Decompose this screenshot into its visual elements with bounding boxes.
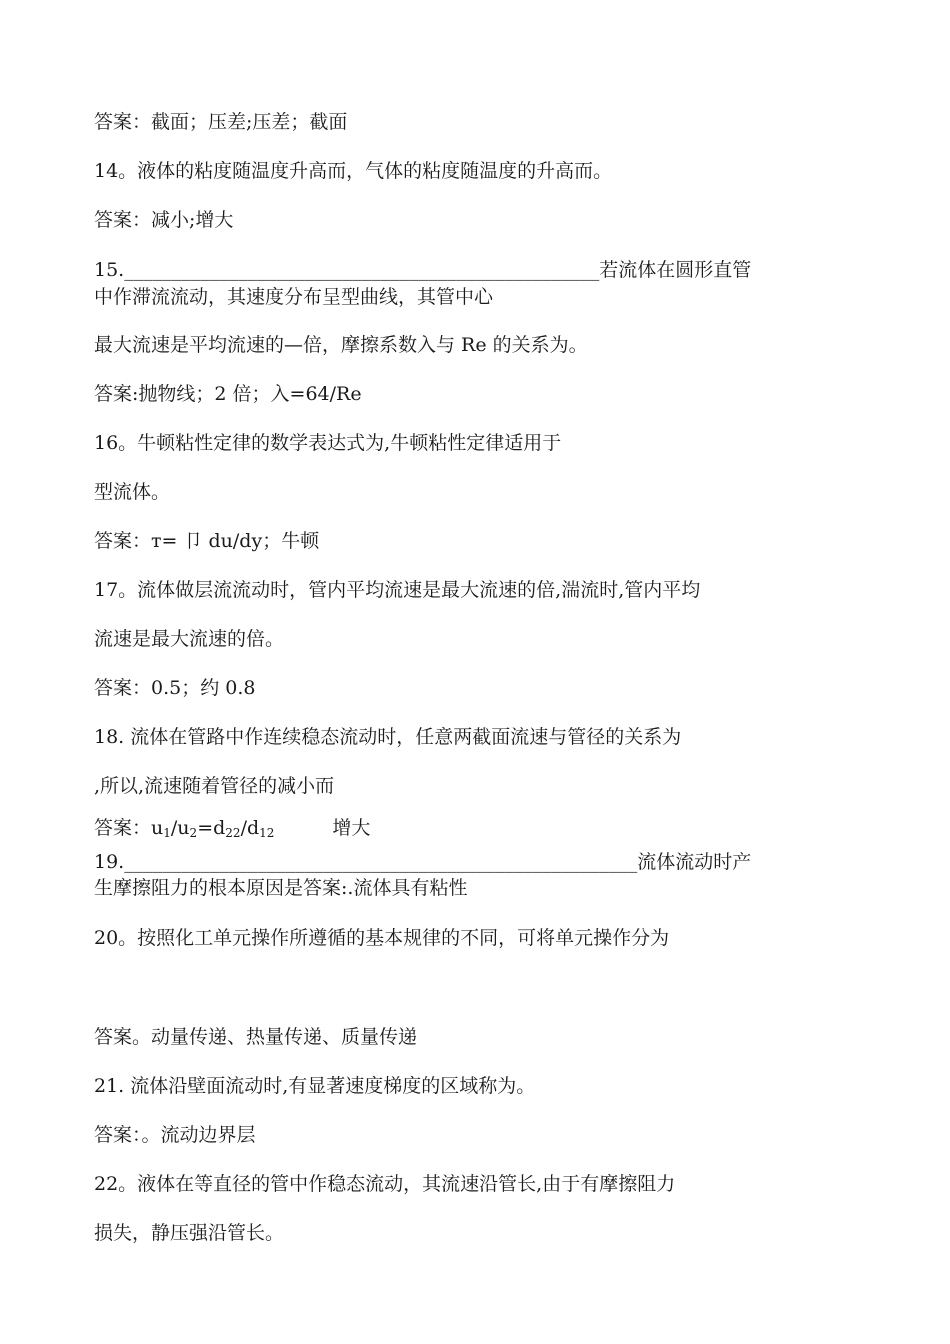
answer-line-13: 答案：截面；压差;压差；截面 <box>94 111 348 133</box>
formula-d1: /d <box>240 817 260 839</box>
question-20: 20。按照化工单元操作所遵循的基本规律的不同，可将单元操作分为 <box>94 927 670 949</box>
answer-line-21: 答案：。流动边界层 <box>94 1124 256 1146</box>
answer-line-16: 答案：т= 卩 du/dy；牛顿 <box>94 530 320 552</box>
formula-u1-sub: 1 <box>163 826 171 840</box>
question-22-line-2: 损失，静压强沿管长。 <box>94 1222 285 1244</box>
question-17-line-1: 17。流体做层流流动时，管内平均流速是最大流速的倍,湍流时,管内平均 <box>94 579 701 601</box>
formula-u1: u <box>151 817 164 839</box>
answer-increase: 增大 <box>332 817 371 839</box>
question-15-line-3: 最大流速是平均流速的—倍，摩擦系数入与 Re 的关系为。 <box>94 334 588 356</box>
answer-line-17: 答案：0.5；约 0.8 <box>94 677 256 699</box>
formula-u2-sub: 2 <box>189 826 198 840</box>
question-18-line-1: 18. 流体在管路中作连续稳态流动时，任意两截面流速与管径的关系为 <box>94 726 682 748</box>
question-15-line-2: 中作滞流流动，其速度分布呈型曲线，其管中心 <box>94 286 494 308</box>
formula-u2: /u <box>170 817 190 839</box>
question-18-line-2: ,所以,流速随着管径的减小而 <box>94 775 335 797</box>
question-21: 21. 流体沿壁面流动时,有显著速度梯度的区域称为。 <box>94 1075 536 1097</box>
answer-line-14: 答案：减小;增大 <box>94 209 234 231</box>
answer-line-20: 答案。动量传递、热量传递、质量传递 <box>94 1026 418 1048</box>
question-14: 14。液体的粘度随温度升高而，气体的粘度随温度的升高而。 <box>94 160 613 182</box>
question-16-line-1: 16。牛顿粘性定律的数学表达式为,牛顿粘性定律适用于 <box>94 432 562 454</box>
question-15-line-1: 15.__________________________________________________若流体在圆形直管 <box>94 259 752 281</box>
answer-line-18 <box>94 816 370 845</box>
answer-line-15: 答案:抛物线；2 倍；入=64/Re <box>94 383 362 405</box>
question-19-line-1: 19.______________________________________________________流体流动时产 <box>94 851 752 873</box>
question-17-line-2: 流速是最大流速的倍。 <box>94 628 285 650</box>
question-22-line-1: 22。液体在等直径的管中作稳态流动，其流速沿管长,由于有摩擦阻力 <box>94 1173 676 1195</box>
formula-d2: =d <box>197 817 226 839</box>
answer-label: 答案： <box>94 817 152 839</box>
question-19-line-2: 生摩擦阻力的根本原因是答案:.流体具有粘性 <box>94 877 468 899</box>
formula-d1-sub: 12 <box>259 826 275 840</box>
formula-d2-sub: 22 <box>225 826 241 840</box>
question-16-line-2: 型流体。 <box>94 481 171 503</box>
